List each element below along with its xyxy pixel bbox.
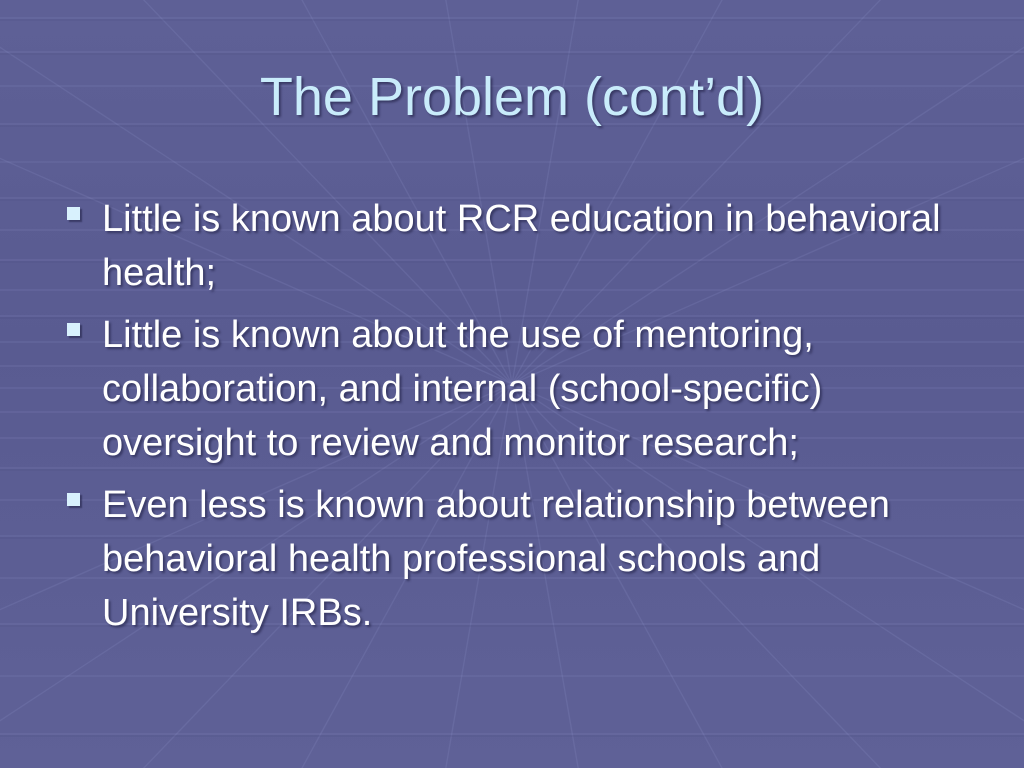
bullet-text: Little is known about RCR education in behavioral health; — [102, 198, 941, 294]
square-bullet-icon — [67, 493, 80, 506]
square-bullet-icon — [67, 323, 80, 336]
bullet-item — [62, 478, 982, 640]
bullet-item — [62, 192, 982, 300]
bullet-item — [62, 308, 982, 470]
slide-title: The Problem (cont’d) — [259, 67, 765, 127]
bullet-list — [62, 192, 982, 648]
bullet-text: Little is known about the use of mentoring, collaboration, and internal (school-specific) oversight to review and monitor research; — [102, 314, 823, 464]
bullet-text: Even less is known about relationship between behavioral health professional schools and University IRBs. — [102, 484, 890, 634]
square-bullet-icon — [67, 207, 80, 220]
